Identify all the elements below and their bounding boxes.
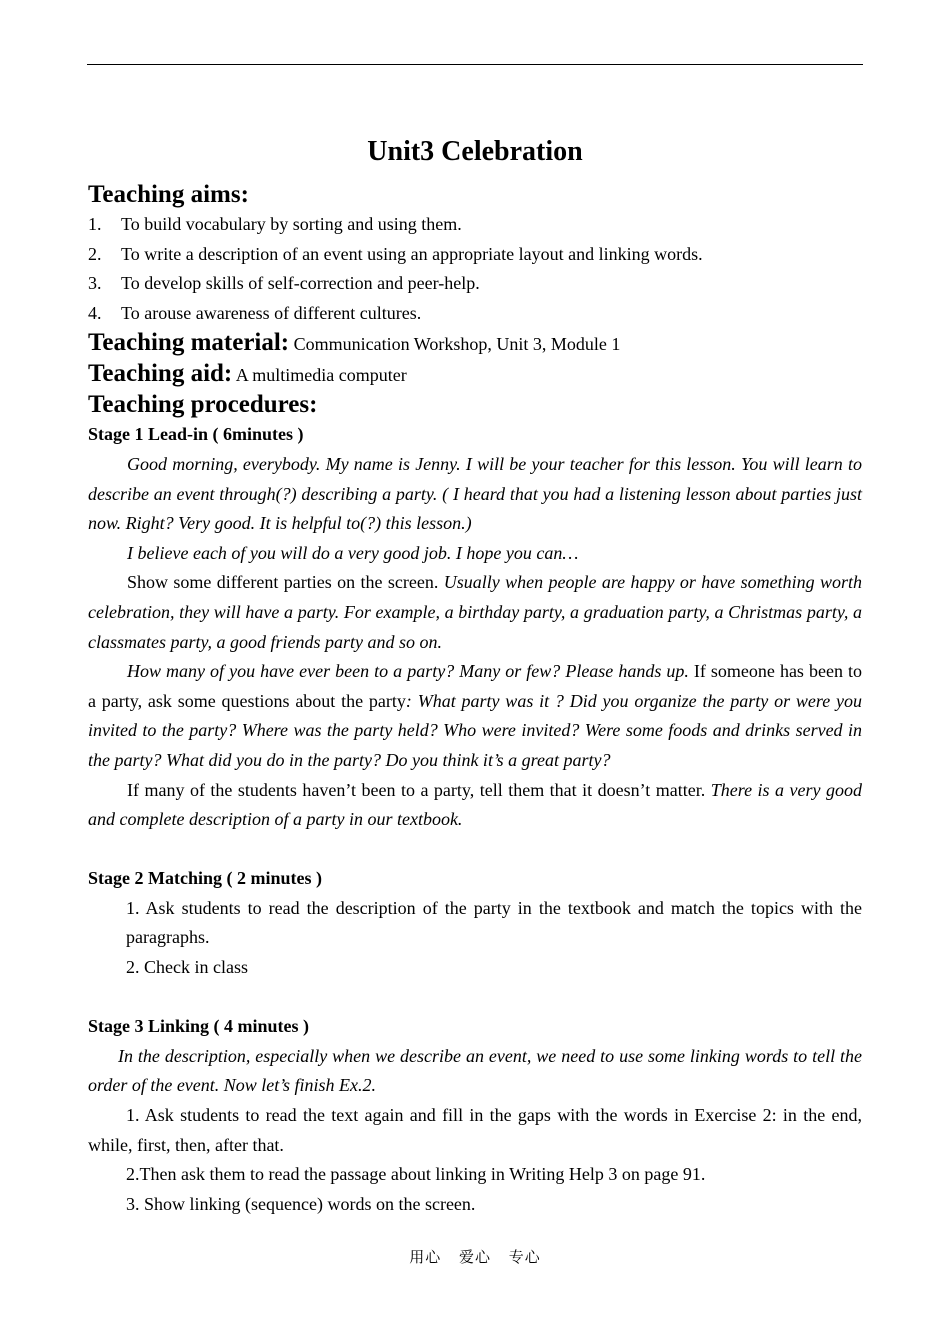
- list-number: 3.: [88, 273, 102, 294]
- document-body: [88, 132, 862, 1219]
- stage1-p3-italic: Usually when people are happy or have something worth celebration, they will have a party. For example, a birthday party, a graduation party, a Christmas party, a classmates party, a good friends party and so on.: [88, 572, 862, 652]
- aims-list: [88, 210, 862, 328]
- stage1-p4-plain: If someone has been to a party, ask some questions about the party: [88, 661, 862, 711]
- procedures-heading: Teaching procedures:: [88, 391, 318, 419]
- stage2-item-1: 1. Ask students to read the description of the party in the textbook and match the topics with the paragraphs.: [126, 897, 862, 948]
- list-number: 2.: [88, 243, 102, 264]
- stage1-title: Stage 1 Lead-in ( 6minutes ): [88, 424, 304, 445]
- list-text: To build vocabulary by sorting and using them.: [121, 214, 462, 234]
- list-number: 1.: [88, 214, 102, 234]
- stage1-p4-italic-b: : What party was it ? Did you organize the party or were you invited to the party? Where was the party held? Who were invited? Were some foods and drinks served in the party? What did you do in the party? Do you think it’s a great party?: [88, 690, 862, 770]
- material-heading: Teaching material:: [88, 329, 290, 357]
- list-item: [88, 299, 862, 329]
- stage1-paragraph-2: I believe each of you will do a very good job. I hope you can…: [127, 542, 579, 563]
- list-text: To develop skills of self-correction and peer-help.: [121, 273, 480, 294]
- list-item: [88, 240, 862, 270]
- list-item: [88, 269, 862, 299]
- header-rule: [87, 64, 863, 65]
- stage3-item-3: 3. Show linking (sequence) words on the screen.: [126, 1193, 476, 1214]
- aid-row: [88, 359, 862, 390]
- material-row: [88, 328, 862, 359]
- stage2-item-2: 2. Check in class: [126, 957, 248, 978]
- stage3-intro: In the description, especially when we describe an event, we need to use some linking words to tell the order of the event. Now let’s finish Ex.2.: [88, 1045, 862, 1096]
- stage1-paragraph-5: [88, 776, 862, 835]
- aid-text: A multimedia computer: [235, 365, 407, 386]
- stage2-title: Stage 2 Matching ( 2 minutes ): [88, 868, 322, 889]
- stage1-paragraph-4: [88, 657, 862, 775]
- stage3-title: Stage 3 Linking ( 4 minutes ): [88, 1016, 310, 1037]
- page-title: Unit3 Celebration: [367, 136, 583, 167]
- aims-heading: Teaching aims:: [88, 181, 249, 208]
- list-item: [88, 210, 862, 240]
- spacer: [88, 835, 862, 865]
- stage1-p5-italic: There is a very good and complete description of a party in our textbook.: [88, 779, 862, 830]
- stage3-item-2: 2.Then ask them to read the passage about linking in Writing Help 3 on page 91.: [126, 1164, 706, 1185]
- list-number: 4.: [88, 302, 102, 323]
- stage1-p3-plain: Show some different parties on the screen.: [127, 572, 444, 593]
- page-footer: 用心 爱心 专心: [409, 1248, 541, 1266]
- stage1-paragraph-3: [88, 568, 862, 657]
- aid-heading: Teaching aid:: [88, 360, 233, 388]
- stage3-item-1: 1. Ask students to read the text again and fill in the gaps with the words in Exercise 2: in the end, while, first, then, after that.: [88, 1105, 862, 1155]
- stage1-paragraph-1: Good morning, everybody. My name is Jenny. I will be your teacher for this lesson. You will learn to describe an event through(?) describing a party. ( I heard that you had a listening lesson about parties just now. Right? Very good. It is helpful to(?) this lesson.): [88, 453, 862, 534]
- spacer: [88, 983, 862, 1013]
- list-text: To arouse awareness of different cultures.: [121, 302, 422, 323]
- stage1-p5-plain: If many of the students haven’t been to a party, tell them that it doesn’t matter.: [127, 779, 711, 800]
- material-text: Communication Workshop, Unit 3, Module 1: [293, 334, 621, 355]
- stage1-p4-italic-a: How many of you have ever been to a party? Many or few? Please hands up.: [127, 661, 689, 682]
- list-text: To write a description of an event using an appropriate layout and linking words.: [121, 243, 703, 264]
